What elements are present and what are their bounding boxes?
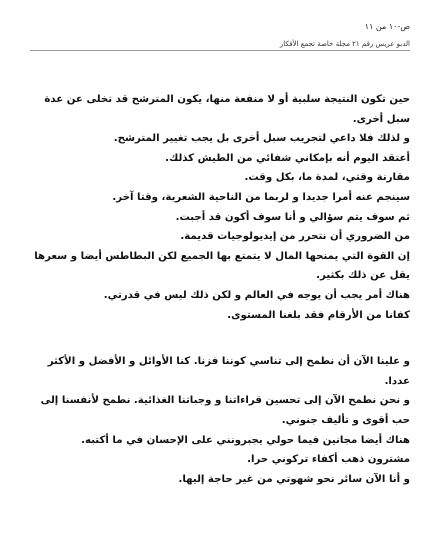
- paragraph: أعتقد اليوم أنه بإمكاني شفائي من الطيش كذلك.: [165, 152, 410, 164]
- page-number: ص-١٠ من ١١: [364, 22, 410, 31]
- paragraph: ثم سوف يتم سؤالي و أنا سوف أكون قد أجبت.: [175, 211, 410, 223]
- running-header: الدبو عريس رقم ٢١ مجلة خاصة تجمع الأفكار: [30, 40, 410, 51]
- paragraph: هناك أمر يجب أن يوجه في العالم و لكن ذلك ليس في قدرتي.: [103, 289, 410, 301]
- paragraph: مشترون ذهب أكفاء تركوني حرا.: [247, 454, 410, 466]
- paragraph: و لذلك فلا داعي لتجريب سبل أخرى بل يجب تغيير المترشح.: [113, 133, 410, 145]
- paragraph: كفانا من الأرقام فقد بلغنا المستوى.: [227, 309, 410, 321]
- paragraph: إن القوة التي يمنحها المال لا يتمتع بها الجميع لكن البطاطس أيضا و سعرها يقل عن ذلك بكثير.: [34, 250, 410, 282]
- paragraph: و أنا الآن سائر نحو شهوتي من غير حاجة إليها.: [178, 473, 410, 485]
- paragraph: مقارنة وقتي، لمدة ما، بكل وقت.: [244, 172, 410, 184]
- paragraph: و نحن نطمح الآن إلى تحسين قراءاتنا و وجباتنا الغذائية. نطمح لأنفسنا إلى حب أقوى و تأليف جنوني.: [40, 395, 410, 426]
- paragraph: من الضروري أن نتحرر من إيديولوجيات قديمة.: [180, 231, 410, 243]
- section-gap: [26, 325, 410, 352]
- paragraph: سينجم عنه أمرا جديدا و لربما من الناحية الشعرية، وقتا آخر.: [112, 191, 410, 203]
- document-body: [26, 90, 410, 489]
- paragraph: و علينا الآن أن نطمح إلى تناسي كوننا فزنا. كنا الأوائل و الأفضل و الأكثر عددا.: [47, 356, 410, 387]
- paragraph: هناك أيضا مجانين فيما حولي يجبرونني على الإحسان في ما أكتبه.: [81, 434, 410, 446]
- paragraph: حين تكون النتيجة سلبية أو لا منفعة منها، يكون المترشح قد تخلى عن عدة سبل أخرى.: [44, 94, 410, 125]
